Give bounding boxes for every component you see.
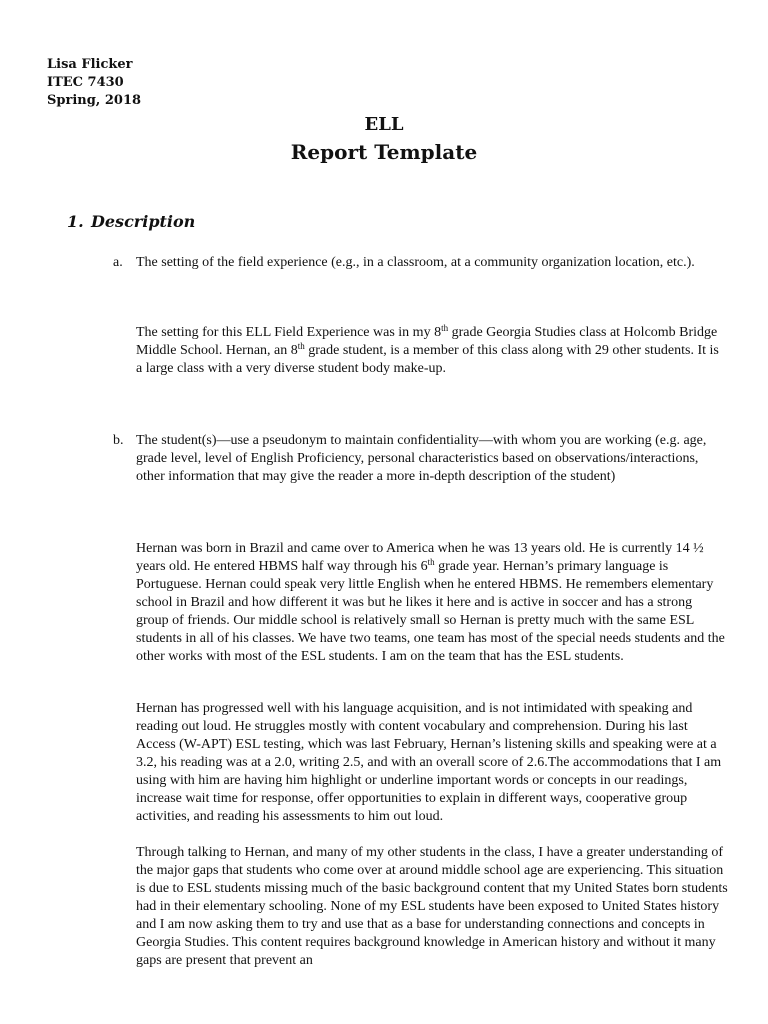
item-a-answer: The setting for this ELL Field Experience was in my 8th grade Georgia Studies class at Holcomb Bridge Middle School. Hernan, an 8th grade student, is a member of this class along with 29 other students. It is a large class with a very diverse student body make-up.: [136, 323, 719, 376]
section-title: Description: [91, 212, 196, 231]
item-b-paragraph-3: Through talking to Hernan, and many of my other students in the class, I have a greater understanding of the major gaps that students who come over at around middle school age are experiencing. This situation is due to ESL students missing much of the basic background content that my United States born students had in their elementary schooling. None of my ESL students have been exposed to United States history and I am now asking them to try and use that as a base for understanding connections and concepts in Georgia Studies. This content requires background knowledge in American history and without it many gaps are present that prevent an: [136, 845, 728, 968]
title-line-2: Report Template: [290, 140, 478, 164]
term: Spring, 2018: [47, 93, 142, 108]
item-b-paragraph-1: Hernan was born in Brazil and came over to America when he was 13 years old. He is currently 14 ½ years old. He entered HBMS half way through his 6th grade year. Hernan’s primary language is Portuguese. Hernan could speak very little English when he entered HBMS. He remembers elementary school in Brazil and how different it was but he likes it here and is active in soccer and has a strong group of friends. Our middle school is relatively small so Hernan is pretty much with the same ESL students in all of his classes. We have two teams, one team has most of the special needs students and the other works with most of the ESL students. I am on the team that has the ESL students.: [136, 541, 725, 664]
item-b-paragraph-2: Hernan has progressed well with his language acquisition, and is not intimidated with speaking and reading out loud. He struggles mostly with content vocabulary and comprehension. During his last Access (W-APT) ESL testing, which was last February, Hernan’s listening skills and speaking were at a 3.2, his reading was at a 2.0, writing 2.5, and with an overall score of 2.6.The accommodations that I am using with him are having him highlight or underline important words or concepts in our readings, increase wait time for response, offer opportunities to explain in different ways, cooperative group activities, and reading his assessments to him out loud.: [136, 701, 722, 824]
title-line-1: ELL: [364, 114, 404, 135]
item-a-question: The setting of the field experience (e.g., in a classroom, at a community organization location, etc.).: [136, 255, 695, 270]
section-heading: [67, 212, 195, 231]
course-code: ITEC 7430: [47, 75, 124, 90]
item-b-question: The student(s)—use a pseudonym to maintain confidentiality—with whom you are working (e.g. age, grade level, level of English Proficiency, personal characteristics based on observations/interactions, other information that may give the reader a more in-depth description of the student): [136, 433, 707, 484]
item-a-label: a.: [113, 255, 123, 270]
item-b-label: b.: [113, 433, 124, 448]
author-name: Lisa Flicker: [47, 57, 133, 72]
section-number: 1.: [67, 212, 84, 231]
